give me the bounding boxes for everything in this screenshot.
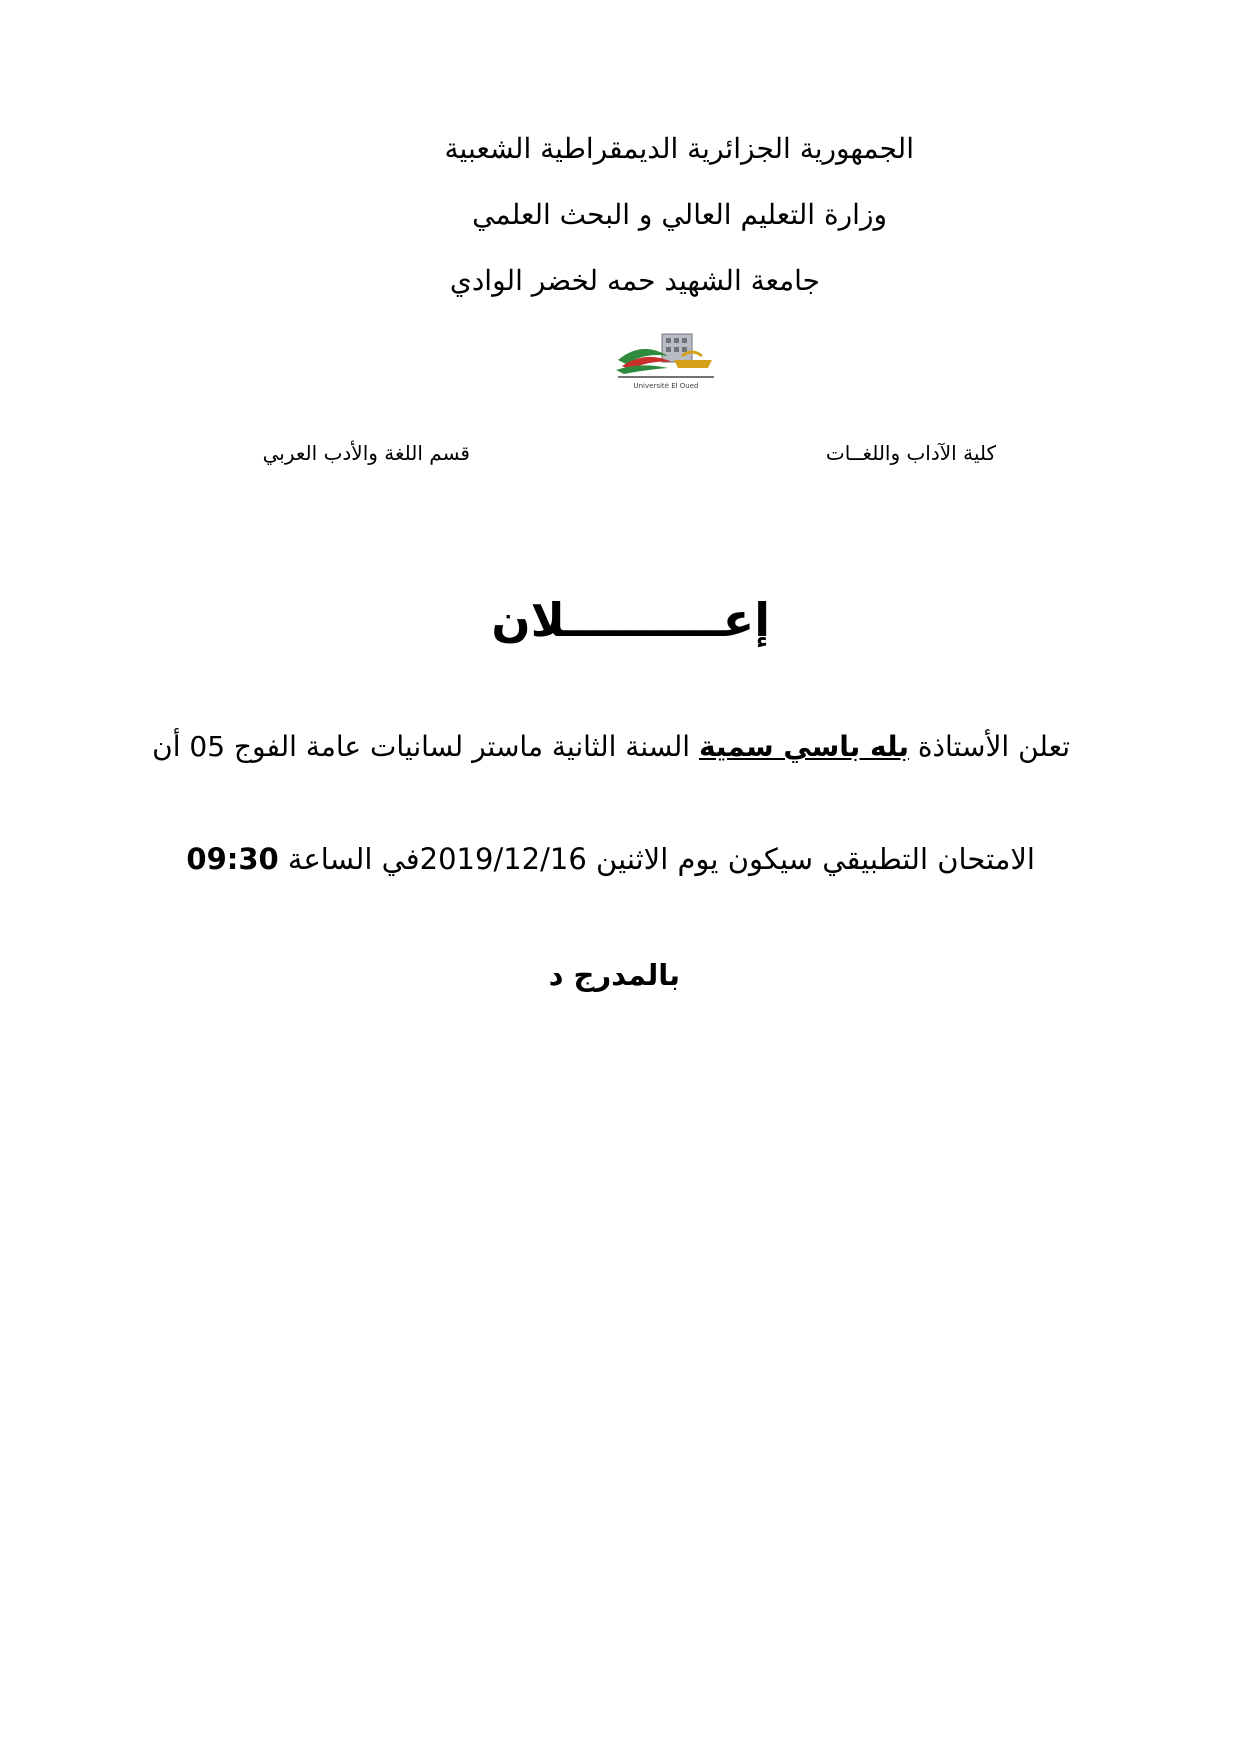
header-ministry: وزارة التعليم العالي و البحث العلمي bbox=[472, 198, 887, 231]
logo-caption: Université El Oued bbox=[633, 382, 699, 390]
announcement-paragraph-1 bbox=[152, 730, 1070, 763]
professor-name: بله باسي سمية bbox=[698, 730, 909, 763]
header-country: الجمهورية الجزائرية الديمقراطية الشعبية bbox=[444, 132, 914, 165]
paragraph-2-text: الامتحان التطبيقي سيكون يوم الاثنين 2019/12/16في الساعة bbox=[278, 842, 1035, 876]
announcement-title: إعــــــــــلان bbox=[491, 593, 770, 647]
department-label: قسم اللغة والأدب العربي bbox=[262, 441, 470, 465]
announcement-paragraph-2 bbox=[186, 842, 1035, 876]
exam-venue: بالمدرج د bbox=[548, 958, 680, 992]
exam-time: 09:30 bbox=[186, 842, 279, 876]
faculty-label: كلية الآداب واللغــات bbox=[825, 441, 996, 465]
university-logo-icon bbox=[612, 326, 722, 398]
paragraph-1-suffix: السنة الثانية ماستر لسانيات عامة الفوج 05 أن bbox=[152, 730, 699, 763]
header-university: جامعة الشهيد حمه لخضر الوادي bbox=[449, 264, 820, 297]
paragraph-1-prefix: تعلن الأستاذة bbox=[908, 730, 1070, 763]
